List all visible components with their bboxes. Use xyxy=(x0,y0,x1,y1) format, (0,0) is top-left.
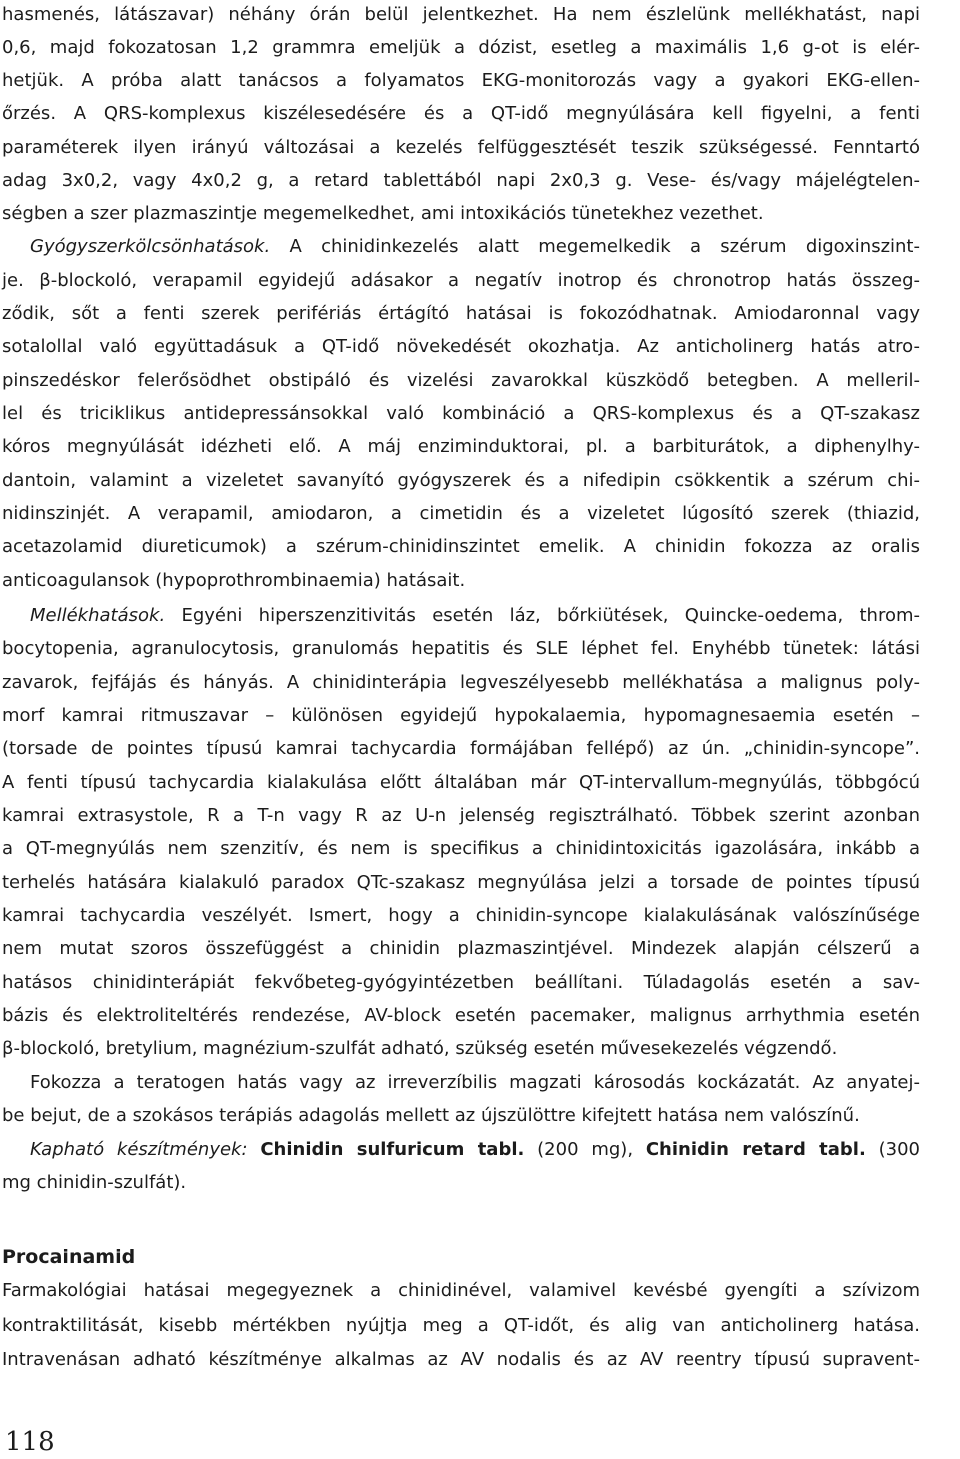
text-line: sotalollal való együttadásuk a QT-idő növekedését okozhatja. Az anticholinerg hatás atro- xyxy=(2,336,920,357)
text-line: hasmenés, látászavar) néhány órán belül jelentkezhet. Ha nem észlelünk mellékhatást, napi xyxy=(2,4,920,25)
text-line: A fenti típusú tachycardia kialakulása előtt általában már QT-intervallum-megnyúlás, többgócú xyxy=(2,772,920,793)
preparations-line xyxy=(30,1135,920,1165)
side-effects-first-text: Egyéni hiperszenzitivitás esetén láz, bőrkiütések, Quincke-oedema, throm- xyxy=(165,605,920,626)
text-line: kontraktilitását, kisebb mértékben nyújtja meg a QT-időt, és alig van anticholinerg hatása. xyxy=(2,1315,920,1336)
text-line: ződik, sőt a fenti szerek perifériás értágító hatásai is fokozódhatnak. Amiodaronnal vagy xyxy=(2,303,920,324)
text-line: Farmakológiai hatásai megegyeznek a chinidinével, valamivel kevésbé gyengíti a szívizom xyxy=(2,1280,920,1301)
text-line: pinszedéskor felerősödhet obstipáló és vizelési zavarokkal küszködő betegben. A melleril- xyxy=(2,370,920,391)
text-line: β-blockoló, bretylium, magnézium-szulfát adható, szükség esetén művesekezelés végzendő. xyxy=(2,1038,838,1059)
text-line: anticoagulansok (hypoprothrombinaemia) hatásait. xyxy=(2,570,466,591)
text-line: Fokozza a teratogen hatás vagy az irreverzíbilis magzati károsodás kockázatát. Az anyatej- xyxy=(30,1072,920,1093)
text-line: je. β-blockoló, verapamil egyidejű adásakor a negatív inotrop és chronotrop hatás összeg- xyxy=(2,270,920,291)
text-line: nem mutat szoros összefüggést a chinidin plazmaszintjével. Mindezek alapján célszerű a xyxy=(2,938,920,959)
interactions-first-text: A chinidinkezelés alatt megemelkedik a szérum digoxinszint- xyxy=(270,236,920,257)
text-line: ségben a szer plazmaszintje megemelkedhet, ami intoxikációs tünetekhez vezethet. xyxy=(2,203,764,224)
interactions-first-line xyxy=(30,232,920,262)
text-line: bocytopenia, agranulocytosis, granulomás hepatitis és SLE léphet fel. Enyhébb tünetek: látási xyxy=(2,638,920,659)
text-line: morf kamrai ritmuszavar – különösen egyidejű hypokalaemia, hypomagnesaemia esetén – xyxy=(2,705,920,726)
text-line: adag 3x0,2, vagy 4x0,2 g, a retard tablettából napi 2x0,3 g. Vese- és/vagy májelégtelen- xyxy=(2,170,920,191)
text-line: hatásos chinidinterápiát fekvőbeteg-gyógyintézetben beállítani. Túladagolás esetén a sav- xyxy=(2,972,920,993)
text-line: (torsade de pointes típusú kamrai tachycardia formájában fellépő) az ún. „chinidin-syncope”. xyxy=(2,738,920,759)
page-number: 118 xyxy=(5,1427,55,1457)
text-line: paraméterek ilyen irányú változásai a kezelés felfüggesztését teszik szükségessé. Fenntartó xyxy=(2,137,920,158)
text-line: a QT-megnyúlás nem szenzitív, és nem is specifikus a chinidintoxicitás igazolására, inkább a xyxy=(2,838,920,859)
text-line: kamrai tachycardia veszélyét. Ismert, hogy a chinidin-syncope kialakulásának valószínűsége xyxy=(2,905,920,926)
preparations-label: Kapható készítmények: xyxy=(30,1139,248,1160)
section-heading: Procainamid xyxy=(2,1246,136,1268)
text-line: mg chinidin-szulfát). xyxy=(2,1172,187,1193)
text-line: dantoin, valamint a vizeletet savanyító gyógyszerek és a nifedipin csökkentik a szérum chi- xyxy=(2,470,920,491)
text-line: bázis és elektroliteltérés rendezése, AV-block esetén pacemaker, malignus arrhythmia esetén xyxy=(2,1005,920,1026)
text-line: terhelés hatására kialakuló paradox QTc-szakasz megnyúlása jelzi a torsade de pointes típusú xyxy=(2,872,920,893)
text-line: acetazolamid diureticumok) a szérum-chinidinszintet emelik. A chinidin fokozza az oralis xyxy=(2,536,920,557)
text-line: kóros megnyúlását idézheti elő. A máj enziminduktorai, pl. a barbiturátok, a diphenylhy- xyxy=(2,436,920,457)
text-line: őrzés. A QRS-komplexus kiszélesedésére és a QT-idő megnyúlására kell figyelni, a fenti xyxy=(2,103,920,124)
text-line: be bejut, de a szokásos terápiás adagolás mellett az újszülöttre kifejtett hatása nem valószínű. xyxy=(2,1105,860,1126)
text-line: lel és triciklikus antidepressánsokkal való kombináció a QRS-komplexus és a QT-szakasz xyxy=(2,403,920,424)
product-name: Chinidin retard tabl. xyxy=(645,1139,866,1160)
text-line: Intravenásan adható készítménye alkalmas az AV nodalis és az AV reentry típusú supravent- xyxy=(2,1349,920,1370)
text-line: zavarok, fejfájás és hányás. A chinidinterápia legveszélyesebb mellékhatása a malignus poly- xyxy=(2,672,920,693)
side-effects-first-line xyxy=(30,601,920,631)
interactions-label: Gyógyszerkölcsönhatások. xyxy=(30,236,271,257)
product-dose: (200 mg), xyxy=(524,1139,646,1160)
side-effects-label: Mellékhatások. xyxy=(30,605,166,626)
text-line: nidinszinjét. A verapamil, amiodaron, a cimetidin és a vizeletet lúgosító szerek (thiazid, xyxy=(2,503,920,524)
text-line: kamrai extrasystole, R a T-n vagy R az U-n jelenség regisztrálható. Többek szerint azonban xyxy=(2,805,920,826)
product-name: Chinidin sulfuricum tabl. xyxy=(260,1139,525,1160)
text-line: 0,6, majd fokozatosan 1,2 grammra emeljük a dózist, esetleg a maximális 1,6 g-ot is elér- xyxy=(2,37,920,58)
product-dose: (300 xyxy=(865,1139,921,1160)
text-line: hetjük. A próba alatt tanácsos a folyamatos EKG-monitorozás vagy a gyakori EKG-ellen- xyxy=(2,70,920,91)
